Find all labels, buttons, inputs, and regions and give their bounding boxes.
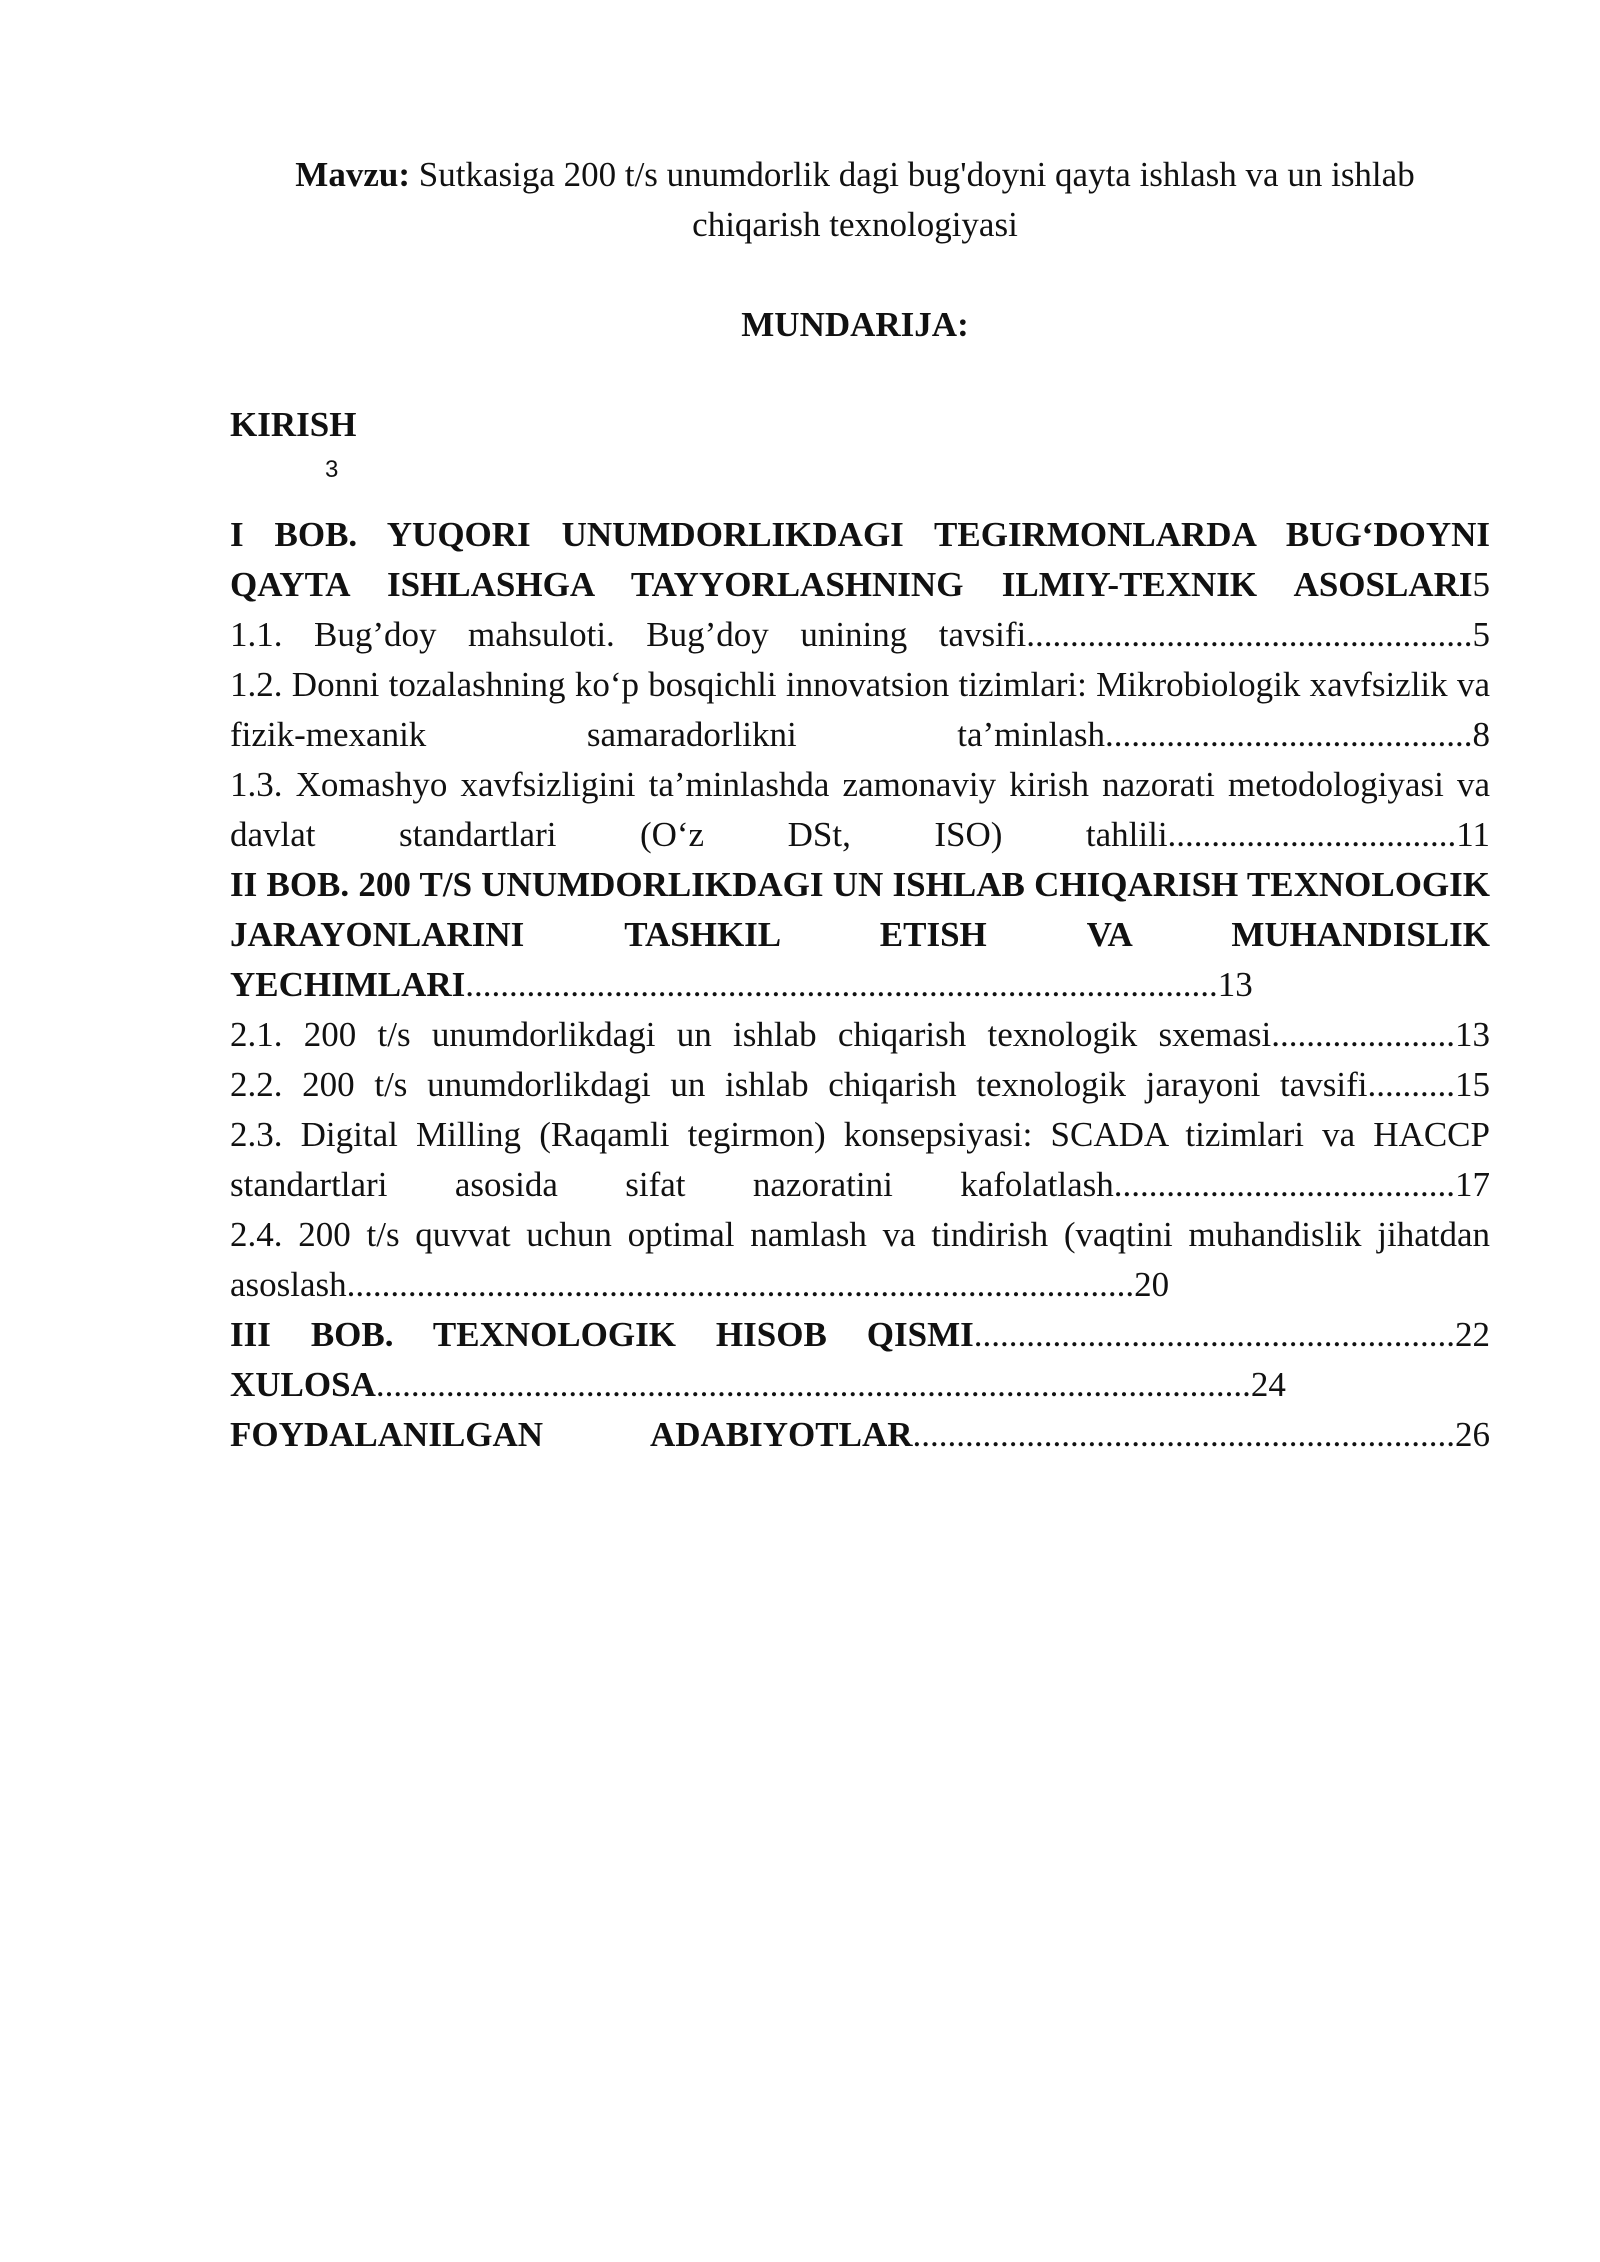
toc-entry-text: 1.1. Bug’doy mahsuloti. Bug’doy unining tavsifi: [230, 615, 1027, 654]
toc-entry-page: 22: [1455, 1315, 1490, 1354]
intro-page-number: 3: [325, 456, 339, 483]
toc-entry-2-3: [230, 1110, 1490, 1210]
toc-entry-leader: ..............................................................: [912, 1415, 1455, 1454]
toc-entry-chapter-3: [230, 1310, 1490, 1360]
toc-entry-leader: ....................................................................................................: [375, 1365, 1251, 1404]
toc-entry-2-4: [230, 1210, 1490, 1310]
toc-entry-references: [230, 1410, 1490, 1460]
topic-label: Mavzu:: [295, 155, 410, 194]
toc-entry-leader: .....................: [1271, 1015, 1455, 1054]
toc-entry-page: 20: [1134, 1265, 1170, 1304]
toc-entry-page: 5: [1472, 615, 1490, 654]
toc-entry-chapter-1: [230, 510, 1490, 610]
toc-entry-page: 26: [1455, 1415, 1490, 1454]
toc-entry-page: 13: [1455, 1015, 1490, 1054]
toc-entry-leader: ...................................................: [1026, 615, 1473, 654]
toc-entry-conclusion: [230, 1360, 1490, 1410]
toc-entry-leader: .......................................: [1113, 1165, 1455, 1204]
toc-entry-leader: .......................................................: [973, 1315, 1455, 1354]
topic-text: Sutkasiga 200 t/s unumdorlik dagi bug'doyni qayta ishlash va un ishlab chiqarish texnologiyasi: [418, 155, 1415, 244]
toc-entry-leader: .................................: [1167, 815, 1457, 854]
toc-entry-page: 15: [1455, 1065, 1490, 1104]
table-of-contents: [230, 510, 1490, 1460]
toc-entry-text: XULOSA: [230, 1365, 376, 1404]
toc-entry-text: III BOB. TEXNOLOGIK HISOB QISMI: [230, 1315, 974, 1354]
toc-entry-1-1: [230, 610, 1490, 660]
toc-entry-page: 13: [1217, 965, 1253, 1004]
toc-entry-leader: ..........: [1367, 1065, 1455, 1104]
toc-entry-2-1: [230, 1010, 1490, 1060]
toc-entry-leader: ..........................................................................................: [346, 1265, 1135, 1304]
toc-entry-text: II BOB. 200 T/S UNUMDORLIKDAGI UN ISHLAB CHIQARISH TEXNOLOGIK JARAYONLARINI TASHKIL ETISH VA MUHANDISLIK YECHIMLARI: [230, 865, 1490, 1004]
toc-entry-1-3: [230, 760, 1490, 860]
toc-entry-text: FOYDALANILGAN ADABIYOTLAR: [230, 1415, 913, 1454]
toc-entry-page: 17: [1455, 1165, 1490, 1204]
topic-heading: [230, 150, 1480, 250]
toc-entry-leader: ..........................................: [1105, 715, 1473, 754]
toc-entry-text: 1.2. Donni tozalashning ko‘p bosqichli innovatsion tizimlari: Mikrobiologik xavfsizlik va fizik-mexanik samaradorlikni ta’minlash: [230, 665, 1490, 754]
toc-title: MUNDARIJA:: [741, 305, 969, 344]
toc-entry-2-2: [230, 1060, 1490, 1110]
toc-entry-chapter-2: [230, 860, 1490, 1010]
intro-title: KIRISH: [230, 405, 357, 444]
toc-entry-page: 5: [1472, 565, 1490, 604]
toc-entry-page: 8: [1472, 715, 1490, 754]
toc-entry-page: 24: [1250, 1365, 1286, 1404]
toc-entry-text: 2.3. Digital Milling (Raqamli tegirmon) konsepsiyasi: SCADA tizimlari va HACCP standartlari asosida sifat nazoratini kafolatlash: [230, 1115, 1490, 1204]
toc-entry-leader: ......................................................................................: [465, 965, 1218, 1004]
toc-entry-page: 11: [1456, 815, 1490, 854]
toc-entry-text: 2.2. 200 t/s unumdorlikdagi un ishlab chiqarish texnologik jarayoni tavsifi: [230, 1065, 1368, 1104]
toc-entry-text: I BOB. YUQORI UNUMDORLIKDAGI TEGIRMONLARDA BUG‘DOYNI QAYTA ISHLASHGA TAYYORLASHNING ILMIY-TEXNIK ASOSLARI: [230, 515, 1490, 604]
toc-entry-text: 2.1. 200 t/s unumdorlikdagi un ishlab chiqarish texnologik sxemasi: [230, 1015, 1272, 1054]
toc-entry-text: 2.4. 200 t/s quvvat uchun optimal namlash va tindirish (vaqtini muhandislik jihatdan asoslash: [230, 1215, 1490, 1304]
toc-entry-1-2: [230, 660, 1490, 760]
toc-entry-text: 1.3. Xomashyo xavfsizligini ta’minlashda zamonaviy kirish nazorati metodologiyasi va davlat standartlari (O‘z DSt, ISO) tahlili: [230, 765, 1490, 854]
